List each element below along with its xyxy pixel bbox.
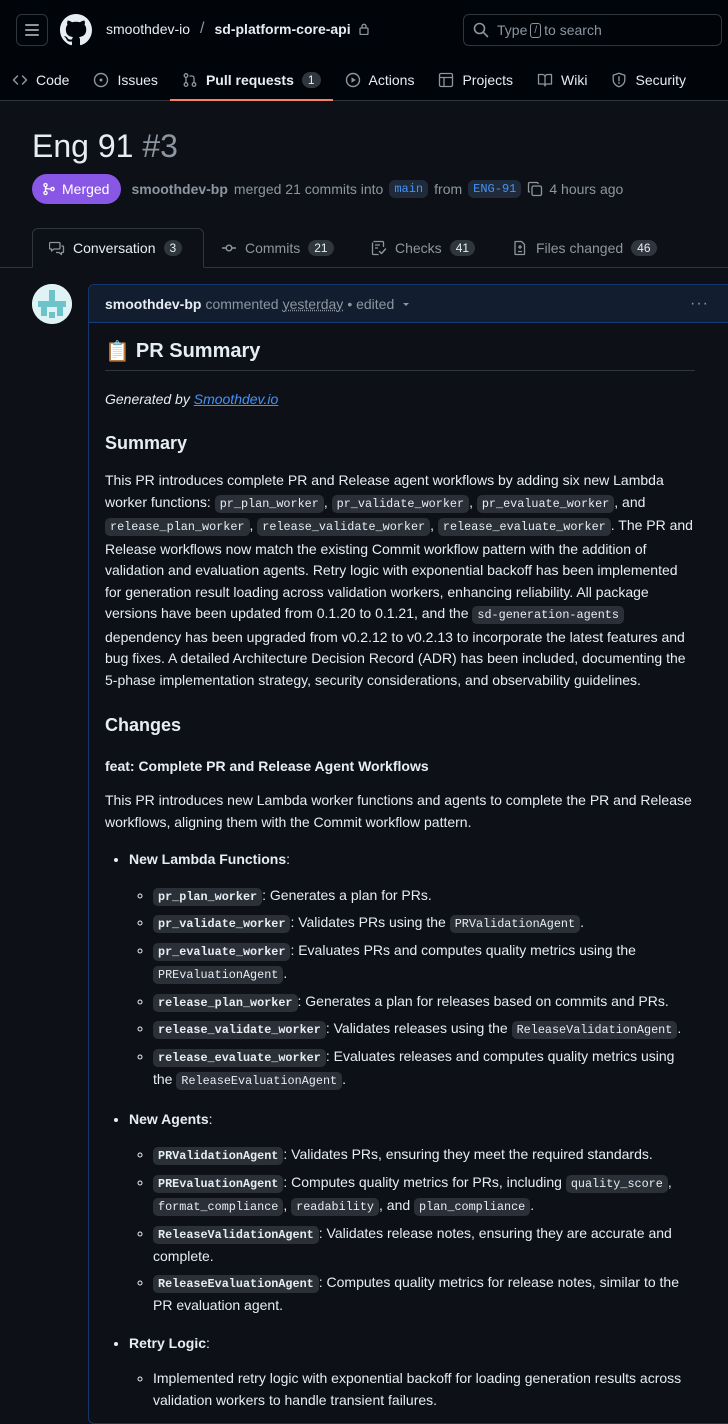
tab-security-label: Security — [635, 72, 687, 88]
summary-sep-1: , — [323, 493, 328, 510]
edited-dropdown[interactable]: • edited — [347, 295, 395, 312]
issue-icon — [93, 72, 109, 88]
pr-time: 4 hours ago — [549, 181, 624, 197]
merge-icon — [42, 182, 56, 196]
tab-actions-label: Actions — [368, 72, 415, 88]
list-item — [153, 991, 695, 1015]
comment-action: commented — [205, 295, 279, 312]
item-sep: , and — [379, 1197, 411, 1213]
comment-body — [89, 323, 711, 1411]
state-badge — [32, 174, 121, 204]
code-span: release_evaluate_worker — [153, 1049, 326, 1067]
item-text: Implemented retry logic with exponential backoff for loading generation results across validation workers to handle transient failures. — [153, 1370, 682, 1408]
tab-projects[interactable] — [426, 60, 525, 100]
search-input[interactable] — [463, 14, 722, 46]
list-item — [129, 1333, 695, 1412]
changes-heading: Changes — [105, 715, 182, 735]
code-span: release_validate_worker — [257, 518, 430, 536]
feat-heading: feat: Complete PR and Release Agent Workflows — [105, 758, 429, 774]
item-text: : Computes quality metrics for release notes, similar to the PR evaluation agent. — [153, 1273, 680, 1313]
code-span: release_evaluate_worker — [438, 518, 611, 536]
code-span: ReleaseEvaluationAgent — [176, 1072, 342, 1090]
book-icon — [537, 72, 553, 88]
app-header — [0, 0, 728, 101]
play-icon — [345, 72, 361, 88]
clipboard-icon: 📋 — [105, 341, 130, 363]
code-span: release_plan_worker — [105, 518, 250, 536]
feat-paragraph: This PR introduces new Lambda worker functions and agents to complete the PR and Release workflows, aligning them with the Commit workflow pattern. — [105, 792, 692, 830]
agents-colon: : — [208, 1110, 213, 1127]
smoothdev-link[interactable]: Smoothdev.io — [193, 391, 279, 407]
retry-list — [129, 1368, 695, 1411]
conversation-count: 3 — [164, 240, 183, 256]
search-shortcut-key: / — [530, 23, 541, 38]
commit-icon — [221, 240, 237, 256]
list-item — [153, 1223, 695, 1268]
tab-checks-label: Checks — [395, 240, 442, 256]
tab-code-label: Code — [36, 72, 70, 88]
list-item — [153, 940, 695, 987]
agents-list — [129, 1144, 695, 1317]
item-text: : Validates PRs, ensuring they meet the required standards. — [283, 1146, 653, 1162]
summary-text-2: . The PR and Release workflows now match the existing Commit workflow pattern with the addition of validation and evaluation agents. Retry logic with exponential backoff has been implemented for generation result loading across validation workers, enhancing reliability. All package versions have been updated from 0.1.20 to 0.1.21, and the — [105, 517, 693, 621]
tab-issues-label: Issues — [117, 72, 158, 88]
list-item — [153, 885, 695, 909]
breadcrumb — [106, 20, 369, 38]
pr-author-link[interactable]: smoothdev-bp — [131, 181, 228, 197]
tab-files-changed[interactable] — [512, 228, 657, 268]
item-end: . — [283, 965, 288, 981]
list-item — [153, 912, 695, 936]
comment-time-link[interactable]: yesterday — [282, 295, 344, 312]
code-span: ReleaseEvaluationAgent — [153, 1275, 319, 1293]
code-span: PRValidationAgent — [153, 1147, 283, 1165]
kebab-menu-icon[interactable]: ··· — [690, 295, 709, 312]
summary-heading: Summary — [105, 433, 188, 453]
code-span: PREvaluationAgent — [153, 1175, 283, 1193]
repo-nav — [0, 60, 698, 101]
list-item — [129, 849, 695, 1093]
summary-sep-4: , — [249, 517, 254, 533]
code-span: ReleaseValidationAgent — [153, 1226, 319, 1244]
list-item — [129, 1109, 695, 1317]
state-badge-label: Merged — [62, 181, 110, 197]
pull-request-icon — [182, 72, 198, 88]
repo-name-link[interactable]: sd-platform-core-api — [214, 21, 351, 37]
retry-label: Retry Logic — [129, 1334, 207, 1351]
item-end: . — [677, 1020, 682, 1036]
list-item — [153, 1172, 695, 1219]
commits-count: 21 — [308, 240, 333, 256]
code-span: ReleaseValidationAgent — [512, 1021, 678, 1039]
summary-title-text: PR Summary — [135, 340, 261, 362]
list-item — [153, 1018, 695, 1042]
code-span: pr_plan_worker — [153, 888, 262, 906]
item-end: . — [530, 1197, 535, 1213]
code-span: readability — [291, 1198, 379, 1216]
repo-owner-link[interactable]: smoothdev-io — [106, 21, 191, 37]
comment-box — [88, 284, 728, 1424]
table-icon — [438, 72, 454, 88]
lambda-colon: : — [286, 851, 291, 867]
code-span: sd-generation-agents — [472, 606, 624, 624]
item-text: : Evaluates releases and computes quality metrics using the — [153, 1047, 675, 1087]
search-placeholder-prefix: Type — [497, 22, 528, 38]
item-text: : Validates release notes, ensuring they are accurate and complete. — [153, 1224, 672, 1264]
summary-sep-3: , and — [614, 493, 646, 510]
code-span: PREvaluationAgent — [153, 966, 283, 984]
file-diff-icon — [512, 240, 528, 256]
code-span: release_validate_worker — [153, 1021, 326, 1039]
tab-conversation-label: Conversation — [73, 240, 156, 256]
list-item — [153, 1272, 695, 1317]
tab-wiki-label: Wiki — [561, 72, 588, 88]
tab-projects-label: Projects — [462, 72, 514, 88]
generated-by — [105, 389, 695, 409]
tab-actions[interactable] — [333, 60, 427, 100]
pr-meta — [32, 174, 623, 204]
agents-label: New Agents — [129, 1110, 209, 1127]
code-span: pr_validate_worker — [332, 495, 469, 513]
pr-tabs — [0, 228, 728, 268]
tab-commits-label: Commits — [245, 240, 301, 256]
item-text: : Computes quality metrics for PRs, including — [283, 1173, 562, 1190]
from-text: from — [434, 181, 463, 197]
lambda-list — [129, 885, 695, 1093]
tab-checks[interactable] — [371, 228, 475, 268]
item-end: . — [580, 914, 584, 930]
summary-text-1: This PR introduces complete PR and Release agent workflows by adding six new Lambda worker functions: — [105, 472, 664, 510]
generated-by-prefix: Generated by — [105, 391, 190, 407]
item-text: : Evaluates PRs and computes quality metrics using the — [290, 941, 636, 958]
pr-title-text: Eng 91 — [32, 128, 134, 164]
avatar[interactable] — [32, 284, 72, 324]
tab-security[interactable] — [599, 60, 698, 100]
summary-title — [105, 339, 695, 371]
pr-title — [32, 128, 178, 165]
summary-sep-2: , — [469, 493, 473, 510]
tab-commits[interactable] — [221, 228, 334, 268]
tab-issues[interactable] — [81, 60, 169, 100]
item-sep: , — [667, 1173, 672, 1190]
pr-number: #3 — [142, 128, 178, 164]
item-text: : Validates PRs using the — [290, 914, 446, 930]
retry-colon: : — [206, 1334, 210, 1351]
tab-pull-requests-label: Pull requests — [205, 72, 294, 88]
files-changed-count: 46 — [631, 240, 656, 256]
item-text: : Generates a plan for PRs. — [262, 886, 432, 903]
tab-pull-requests[interactable] — [170, 60, 333, 100]
code-span: pr_plan_worker — [215, 495, 324, 513]
code-span: pr_evaluate_worker — [153, 943, 290, 961]
code-span: release_plan_worker — [153, 994, 298, 1012]
tab-code[interactable] — [0, 60, 81, 100]
changes-list — [105, 849, 695, 1411]
summary-paragraph — [105, 470, 695, 691]
item-text: : Generates a plan for releases based on commits and PRs. — [297, 992, 669, 1009]
item-end: . — [342, 1071, 346, 1087]
item-sep: , — [283, 1197, 288, 1213]
item-text: : Validates releases using the — [325, 1020, 508, 1036]
triangle-down-icon[interactable] — [400, 298, 412, 310]
pull-requests-count: 1 — [302, 72, 321, 88]
shield-icon — [611, 72, 627, 88]
code-span: format_compliance — [153, 1198, 283, 1216]
github-logo-icon[interactable] — [60, 14, 92, 46]
comment-author-link[interactable]: smoothdev-bp — [105, 295, 202, 312]
lambda-label: New Lambda Functions — [129, 851, 287, 867]
code-icon — [12, 72, 28, 88]
breadcrumb-separator: / — [200, 20, 205, 37]
checks-count: 41 — [450, 240, 475, 256]
tab-conversation[interactable] — [32, 228, 204, 268]
search-icon — [473, 22, 489, 38]
code-span: quality_score — [566, 1175, 668, 1193]
base-branch[interactable]: main — [389, 180, 428, 198]
code-span: pr_validate_worker — [153, 915, 290, 933]
list-item — [153, 1144, 695, 1168]
tab-wiki[interactable] — [525, 60, 599, 100]
summary-text-3: dependency has been upgraded from v0.2.12 to v0.2.13 to incorporate the latest features and bug fixes. A detailed Architecture Decision Record (ADR) has been included, documenting the 5-phase implementation strategy, security considerations, and observability guidelines. — [105, 628, 686, 688]
avatar-identicon — [32, 284, 72, 324]
search-placeholder-suffix: to search — [544, 22, 602, 38]
tab-files-changed-label: Files changed — [536, 240, 624, 256]
list-item — [153, 1368, 695, 1411]
code-span: pr_evaluate_worker — [477, 495, 614, 513]
code-span: PRValidationAgent — [450, 915, 580, 933]
checklist-icon — [371, 240, 387, 256]
summary-sep-5: , — [430, 517, 435, 533]
comment-header — [89, 285, 728, 323]
list-item — [153, 1046, 695, 1093]
merge-text: merged 21 commits into — [233, 181, 384, 197]
code-span: plan_compliance — [414, 1198, 530, 1216]
lock-icon — [359, 23, 369, 35]
comment-discussion-icon — [49, 240, 65, 256]
head-branch[interactable]: ENG-91 — [468, 180, 521, 198]
menu-button[interactable] — [16, 14, 48, 46]
copy-icon[interactable] — [527, 181, 543, 197]
